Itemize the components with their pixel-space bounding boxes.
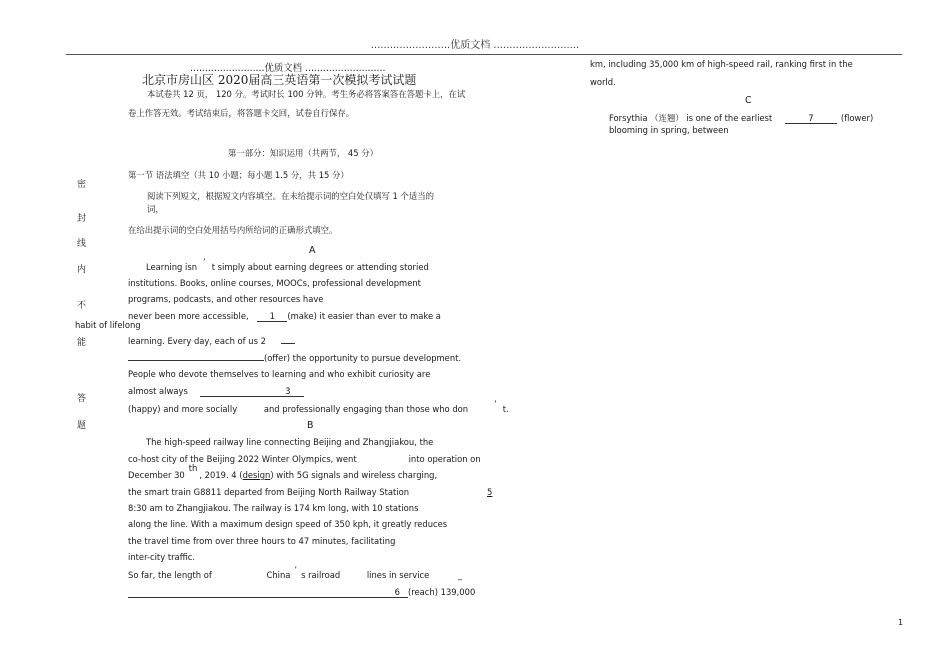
passage-b-line: co-host city of the Beijing 2022 Winter Olympics, went into operation on (128, 454, 481, 464)
blank-2[interactable] (281, 343, 295, 344)
margin-mark: 内 (77, 265, 87, 275)
passage-a-line: programs, podcasts, and other resources have (128, 294, 324, 304)
passage-b-line: the smart train G8811 departed from Beijing North Railway Station (128, 487, 410, 497)
margin-mark: 能 (77, 338, 87, 348)
doc-mark: .........................优质文档 ........................... (190, 63, 386, 74)
passage-b-line: 6 (reach) 139,000 (128, 587, 475, 598)
passage-a-line: (offer) the opportunity to pursue development. (128, 353, 461, 363)
intro-line-1: 本试卷共 12 页， 120 分。考试时长 100 分钟。考生务必将答案答在答题卡上，在试 (147, 89, 466, 99)
passage-b-label: B (307, 420, 314, 431)
header-rule (66, 54, 902, 55)
blank-3[interactable]: 3 (200, 386, 304, 397)
blank-7[interactable]: 7 (785, 113, 837, 124)
intro-line-2: 卷上作答无效。考试结束后，将答题卡交回，试卷自行保存。 (128, 108, 355, 118)
page-title: 北京市房山区 2020届高三英语第一次模拟考试试题 (142, 73, 417, 87)
blank-1[interactable]: 1 (257, 311, 287, 322)
margin-mark: 不 (77, 301, 87, 311)
passage-b-line: the travel time from over three hours to 47 minutes, facilitating (128, 536, 396, 546)
passage-a-line: Learning isn ’ t simply about earning degrees or attending storied (146, 257, 429, 272)
margin-mark: 封 (77, 214, 87, 224)
passage-c-line: Forsythia （连翘） is one of the earliest 7 (flower) (609, 113, 874, 123)
habit-line: habit of lifelong (75, 320, 141, 330)
right-line: km, including 35,000 km of high-speed rail, ranking first in the (590, 59, 853, 69)
running-header: .........................优质文档 ........................... (370, 40, 580, 51)
margin-mark: 答 (77, 394, 87, 404)
passage-c-line: blooming in spring, between (609, 125, 729, 135)
blank-2-line[interactable] (128, 360, 264, 361)
margin-mark: 密 (77, 180, 87, 190)
passage-a-label: A (309, 245, 316, 256)
section-heading: 第一节 语法填空（共 10 小题；每小题 1.5 分，共 15 分） (128, 170, 349, 180)
instruction-line-2: 在给出提示词的空白处用括号内所给词的正确形式填空。 (128, 225, 338, 235)
passage-a-line: learning. Every day, each of us 2 (128, 336, 295, 346)
passage-b-line: 8:30 am to Zhangjiakou. The railway is 174 km long, with 10 stations (128, 503, 419, 513)
blank-5[interactable]: 5 (487, 487, 493, 497)
instruction-line-1b: 词， (147, 204, 164, 214)
passage-a-line: institutions. Books, online courses, MOOCs, professional development (128, 278, 421, 288)
passage-c-label: C (745, 95, 752, 106)
passage-b-line: December 30th, 2019. 4 (design) with 5G signals and wireless charging, (128, 463, 438, 480)
passage-a-line: People who devote themselves to learning and who exhibit curiosity are (128, 369, 431, 379)
passage-b-line: along the line. With a maximum design speed of 350 kph, it greatly reduces (128, 519, 448, 529)
page-number: 1 (898, 618, 904, 627)
passage-b-line: So far, the length of China ’ s railroad lines in service _ (128, 565, 463, 580)
passage-a-line: almost always 3 (128, 386, 304, 397)
instruction-line-1: 阅读下列短文，根据短文内容填空。在未给提示词的空白处仅填写 1 个适当的 (147, 191, 435, 201)
passage-b-line: inter-city traffic. (128, 552, 196, 562)
blank-6[interactable]: 6 (128, 587, 408, 598)
margin-mark: 线 (77, 239, 87, 249)
margin-mark: 题 (77, 421, 87, 431)
part-heading: 第一部分：知识运用（共两节， 45 分） (228, 148, 378, 158)
passage-a-line: (happy) and more socially and professionally engaging than those who don ’ t. (128, 399, 509, 414)
passage-a-line: never been more accessible, 1 (make) it easier than ever to make a (128, 311, 441, 321)
passage-b-line: The high-speed railway line connecting Beijing and Zhangjiakou, the (146, 437, 434, 447)
right-line: world. (590, 77, 616, 87)
